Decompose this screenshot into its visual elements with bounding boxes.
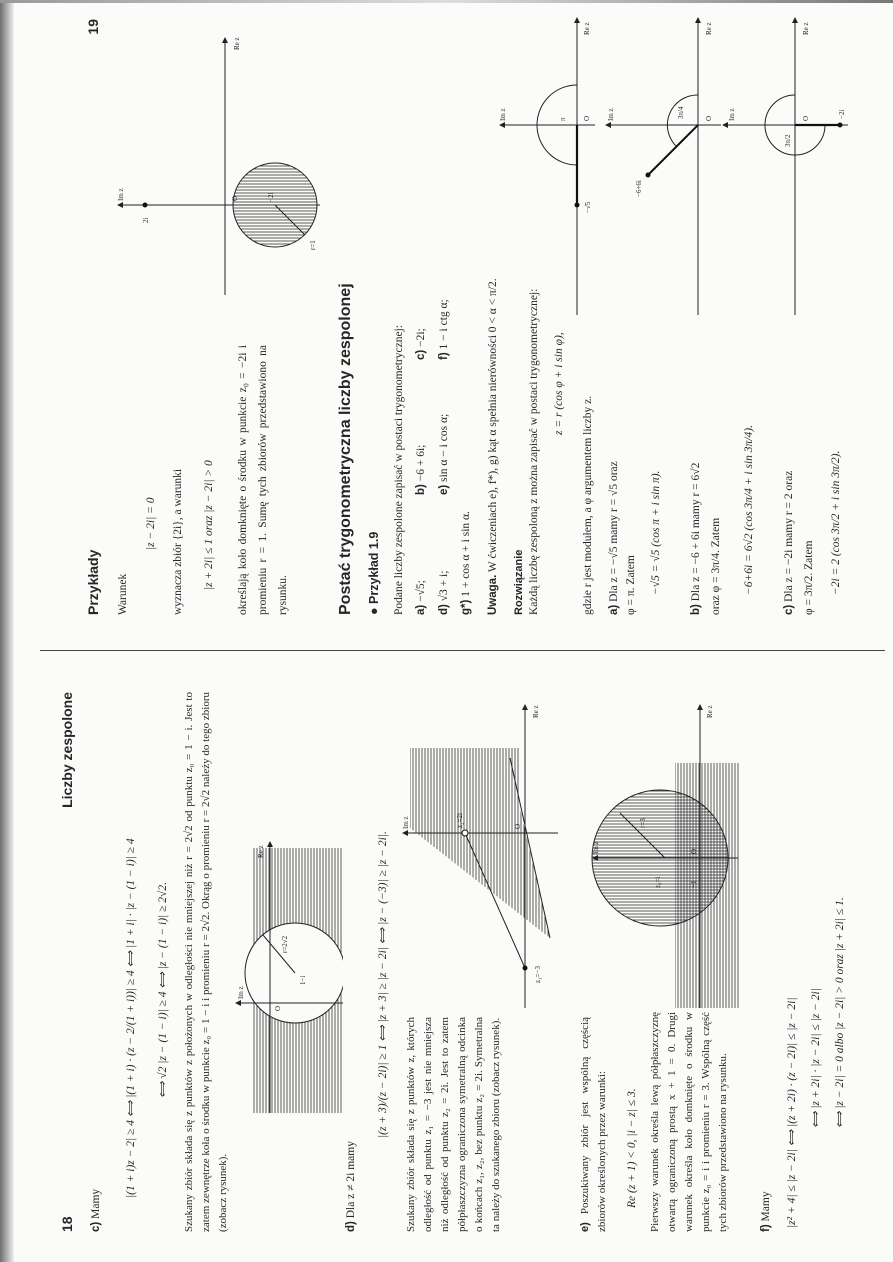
paragraph: Szukany zbiór składa się z punktów z, których odległość od punktu z₁ = −3 jest nie mniejsza niż odległość od punktu z₂ = 2i. Jest to zatem półpłaszczyzna ograniczona symetralną odcinka o końcach z₁, z₂, bez punktu z₂ = 2i. Symetralna ta należy do szukanego zbioru (zobacz rysunek). [405, 1017, 502, 1232]
equation: |(z + 3)/(z − 2i)| ≥ 1 ⟺ |z + 3| ≥ |z − 2i| ⟺ |z − (−3)| ≥ |z − 2i|. [377, 831, 389, 1138]
figure-a [497, 15, 597, 315]
equation: Re (z + 1) < 0, |i − z| ≤ 3. [626, 1088, 638, 1208]
example-title: ● Przykład 1.9 [367, 531, 381, 615]
equation: |z − 2i| = 0 [145, 497, 157, 550]
equation: z = r (cos φ + i sin φ), [553, 332, 565, 435]
label-center: 1−i [299, 975, 307, 985]
arrow-icon [117, 202, 123, 208]
label-z2: z₂=2i [456, 813, 464, 828]
label-radius: r=3 [639, 818, 647, 828]
figure-e [590, 698, 740, 1008]
part-c [90, 1189, 102, 1232]
equation: |z + 2i| ≤ 1 oraz |z − 2i| > 0 [203, 460, 215, 590]
label-z1: z₁=−3 [534, 966, 542, 983]
intro: Podane liczby zespolone zapisać w postaci trygonometrycznej: [393, 325, 405, 615]
equation: −2i = 2 (cos 3π/2 + i sin 3π/2). [830, 450, 842, 595]
label-point: −2i [838, 109, 846, 119]
solution-intro: Każdą liczbę zespoloną z można zapisać w postaci trygonometrycznej: [528, 288, 540, 615]
arrow-icon [695, 17, 701, 23]
solution-a [608, 461, 620, 615]
item-text: −2i; [415, 328, 427, 347]
arrow-icon [222, 37, 228, 43]
label-re: Re z [583, 22, 591, 35]
part-f [760, 1191, 772, 1232]
figure-disk-and-point [115, 35, 330, 305]
label-minus-one: −1 [690, 880, 698, 888]
text: Dla z = −6 + 6i mamy r = 6√2 [690, 462, 702, 602]
running-title: Liczby zespolone [59, 692, 75, 808]
label-point: −6+6i [635, 180, 643, 197]
page-19 [55, 15, 855, 635]
arrow-icon [574, 17, 580, 23]
item-a [415, 580, 427, 615]
label-angle: π [559, 117, 567, 121]
item-text: sin α − i cos α; [438, 413, 450, 482]
label: d) [345, 1221, 357, 1232]
label-origin: O [231, 195, 239, 201]
page-number: 19 [85, 19, 101, 35]
label-origin: O [583, 115, 591, 121]
item-e [438, 414, 450, 495]
item-d [438, 571, 450, 615]
text: Mamy [90, 1188, 102, 1219]
label-point: 2i [142, 217, 150, 223]
label-re: Re z [257, 845, 265, 858]
point-2i [143, 203, 148, 208]
item-text: −6 + 6i; [415, 444, 427, 482]
label-im: Im z [499, 108, 507, 121]
label: c) [783, 604, 795, 615]
note-label: Uwaga. [487, 574, 499, 615]
arrow-icon [792, 17, 798, 23]
equation: ⟺ |z − 2i| = 0 albo |z − 2i| > 0 oraz |z + 2i| ≤ 1. [834, 897, 846, 1128]
item-label: f) [438, 352, 450, 360]
equation: |(1 + i)z − 2| ≥ 4 ⟺ |(1 + i) · (z − 2/(1 + i))| ≥ 4 ⟺ |1 + i| · |z − (1 − i)| ≥ 4 [125, 838, 137, 1198]
item-text: −√5; [415, 580, 427, 602]
text: Poszukiwany zbiór jest wspólną częścią zbiorów określonych przez warunki: [579, 1016, 608, 1232]
solution-c [783, 471, 795, 615]
label: a) [608, 604, 620, 615]
scan-top-border [0, 0, 893, 3]
label-re: Re z [532, 705, 540, 718]
scan-border [0, 0, 14, 1262]
text: φ = 3π/2. Zatem [803, 540, 815, 615]
label-re: Re z [802, 22, 810, 35]
label: b) [690, 604, 702, 615]
equation: |z² + 4| ≤ |z − 2i| ⟺ |(z + 2i) · (z − 2i)| ≤ |z − 2i| [786, 997, 798, 1228]
label-re: Re z [706, 705, 714, 718]
item-label: a) [415, 604, 427, 615]
arrow-icon [722, 122, 728, 128]
note [487, 278, 499, 615]
item-label: e) [438, 484, 450, 495]
figure-c [720, 15, 850, 315]
label-center: z₀=i [654, 876, 662, 888]
arrow-icon [499, 122, 505, 128]
figure-b [603, 15, 723, 315]
item-text: √3 + i; [438, 570, 450, 602]
label-im: Im z [592, 841, 600, 854]
text: Dla z = −2i mamy r = 2 oraz [783, 470, 795, 602]
text-warunek: Warunek [117, 573, 129, 615]
label-origin: O [514, 823, 522, 829]
item-label: g*) [460, 599, 472, 615]
label-im: Im z [237, 986, 245, 999]
label: e) [579, 1222, 591, 1232]
text: Dla z ≠ 2i mamy [345, 1141, 357, 1219]
text-wyznacza: wyznacza zbiór {2i}, a warunki [172, 468, 184, 615]
item-b [415, 445, 427, 495]
label: c) [90, 1221, 102, 1232]
equation: ⟺ √2 |z − (1 − i)| ≥ 4 ⟺ |z − (1 − i)| ≥ 2√2. [157, 882, 169, 1098]
item-g [460, 511, 472, 615]
figure-d [400, 698, 560, 1008]
equation: −6+6i = 6√2 (cos 3π/4 + i sin 3π/4). [743, 425, 755, 595]
paragraph: Szukany zbiór składa się z punktów z położonych w odległości nie mniejszej niż r = 2√2 od punktu z₀ = 1 − i. Jest to zatem zewnętrze koła o środku w punkcie z₀ = 1 − i i promieniu r = 2√2. Okrąg o promieniu r = 2√2 należy do tego zbioru (zobacz rysunek). [183, 692, 229, 1232]
arrow-icon [697, 704, 703, 710]
text: Mamy [760, 1191, 772, 1222]
text: φ = π. Zatem [625, 555, 637, 615]
label-radius: r=2√2 [281, 935, 289, 953]
circle [245, 923, 343, 1023]
label-im: Im z [607, 108, 615, 121]
label-origin: O [274, 1005, 282, 1011]
note-text: W ćwiczeniach e), f*), g) kąt α spełnia nierówności 0 < α < π/2. [487, 278, 499, 573]
text-where: gdzie r jest modułem, a φ argumentem liczby z. [582, 395, 594, 615]
solution-b [690, 463, 702, 615]
part-d [345, 1141, 357, 1232]
item-label: b) [415, 484, 427, 495]
arrow-icon [522, 704, 528, 710]
label-radius: r=1 [309, 240, 317, 250]
figure-c [235, 838, 343, 1113]
arrow-icon [605, 122, 611, 128]
label-center: −2i [267, 192, 275, 202]
arrow-icon [267, 841, 273, 847]
label-im: Im z [117, 188, 125, 201]
label-point: −√5 [584, 201, 592, 213]
item-label: c) [415, 349, 427, 360]
label-origin: O [690, 848, 698, 854]
item-text: 1 − i ctg α; [438, 299, 450, 350]
paragraph: określają koło domknięte o środku w punkcie z₀ = −2i i promieniu r = 1. Sumę tych zbiorów przedstawiono na rysunku. [237, 345, 289, 615]
label-re: Re z [233, 37, 241, 50]
text: oraz φ = 3π/4. Zatem [710, 517, 722, 615]
page-divider [40, 650, 885, 651]
page-18 [55, 688, 855, 1248]
equation: −√5 = √5 (cos π + i sin π). [650, 470, 662, 595]
arrow-icon [402, 830, 408, 836]
item-c [415, 328, 427, 360]
label-origin: O [705, 115, 713, 121]
solution-label: Rozwiązanie [513, 549, 525, 615]
item-f [438, 299, 450, 360]
label-im: Im z [728, 108, 736, 121]
label-re: Re z [705, 22, 713, 35]
label-angle: 3π/4 [677, 106, 685, 119]
label: f) [760, 1224, 772, 1232]
text: Dla z = −√5 mamy r = √5 oraz [608, 461, 620, 602]
item-label: d) [438, 604, 450, 615]
part-e [577, 1017, 611, 1232]
label-im: Im z [402, 816, 410, 829]
item-text: 1 + cos α + i sin α. [460, 511, 472, 597]
equation: ⟺ |z + 2i| · |z − 2i| ≤ |z − 2i| [810, 988, 822, 1128]
arrow-icon [235, 1000, 241, 1006]
label-origin: O [802, 115, 810, 121]
section-title: Postać trygonometryczna liczby zespolonej [337, 283, 354, 615]
running-title: Przykłady [85, 549, 101, 615]
example-title-text: Przykład 1.9 [367, 531, 381, 604]
label-angle: 3π/2 [784, 134, 792, 147]
paragraph: Pierwszy warunek określa lewą półpłaszczyznę otwartą ograniczoną prostą x + 1 = 0. Drugi warunek określa koło domknięte o środku w punkcie z₀ = i i promieniu r = 3. Wspólną część tych zbiorów przedstawiono na rysunku. [649, 1012, 729, 1232]
page-number: 18 [59, 1216, 75, 1232]
